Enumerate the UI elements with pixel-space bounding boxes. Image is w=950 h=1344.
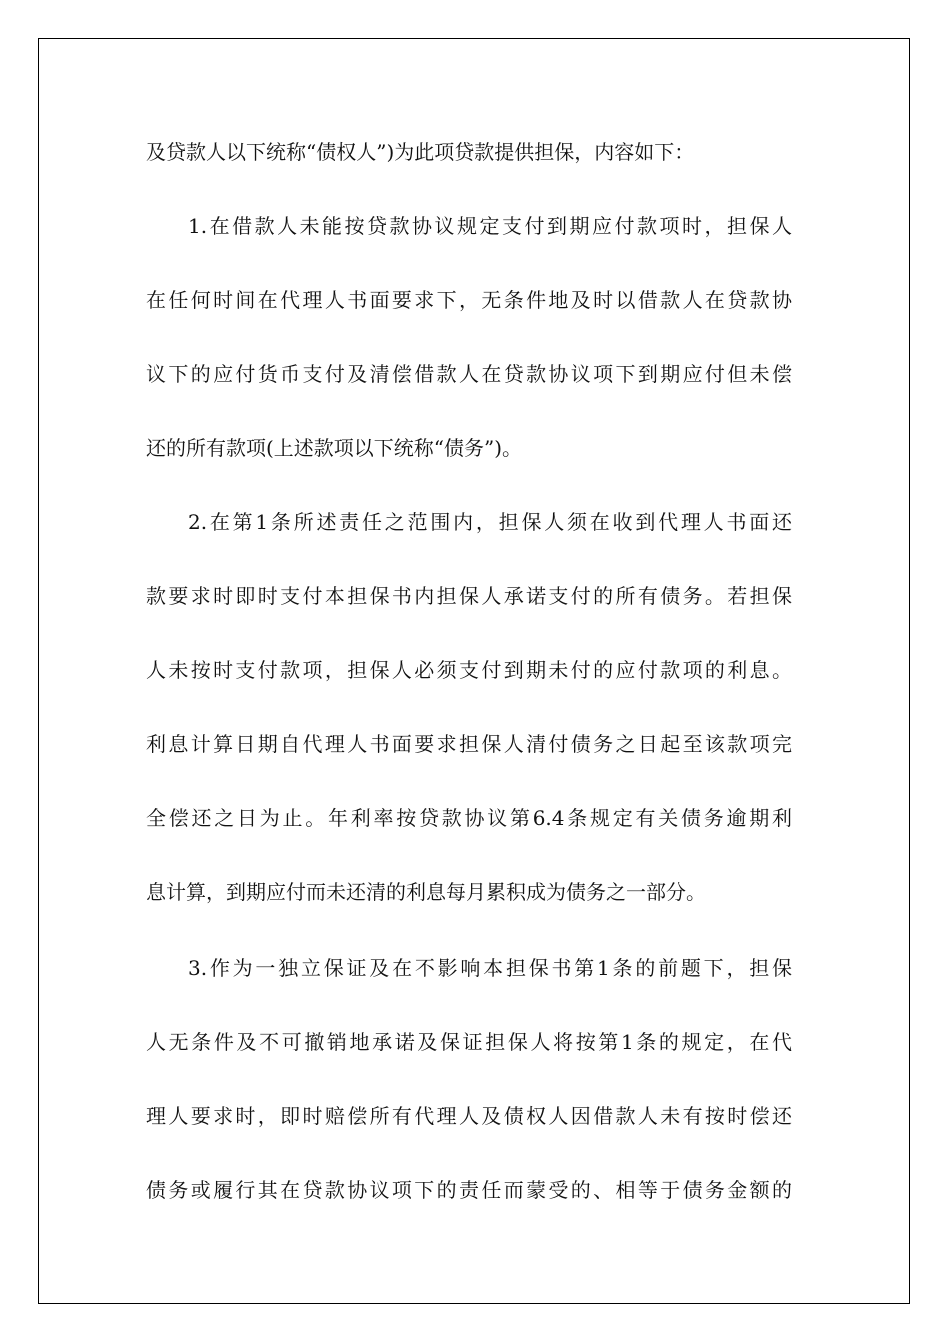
text-line-10: 全偿还之日为止。年利率按贷款协议第6.4条规定有关债务逾期利: [146, 806, 792, 830]
text-line-14: 理人要求时，即时赔偿所有代理人及债权人因借款人未有按时偿还: [146, 1104, 792, 1128]
text-line-5: 还的所有款项(上述款项以下统称“债务”)。: [146, 436, 523, 460]
text-line-4: 议下的应付货币支付及清偿借款人在贷款协议项下到期应付但未偿: [146, 362, 792, 386]
text-line-11: 息计算，到期应付而未还清的利息每月累积成为债务之一部分。: [146, 880, 706, 904]
text-line-3: 在任何时间在代理人书面要求下，无条件地及时以借款人在贷款协: [146, 288, 792, 312]
text-line-1: 及贷款人以下统称“债权人”)为此项贷款提供担保，内容如下：: [146, 140, 695, 164]
text-line-15: 债务或履行其在贷款协议项下的责任而蒙受的、相等于债务金额的: [146, 1178, 792, 1202]
text-line-9: 利息计算日期自代理人书面要求担保人清付债务之日起至该款项完: [146, 732, 792, 756]
text-line-13: 人无条件及不可撤销地承诺及保证担保人将按第1条的规定，在代: [146, 1030, 792, 1054]
text-line-7: 款要求时即时支付本担保书内担保人承诺支付的所有债务。若担保: [146, 584, 792, 608]
text-line-6: 2.在第1条所述责任之范围内，担保人须在收到代理人书面还: [188, 510, 792, 534]
text-line-2: 1.在借款人未能按贷款协议规定支付到期应付款项时，担保人: [188, 214, 792, 238]
text-line-8: 人未按时支付款项，担保人必须支付到期未付的应付款项的利息。: [146, 658, 792, 682]
text-line-12: 3.作为一独立保证及在不影响本担保书第1条的前题下，担保: [188, 956, 792, 980]
